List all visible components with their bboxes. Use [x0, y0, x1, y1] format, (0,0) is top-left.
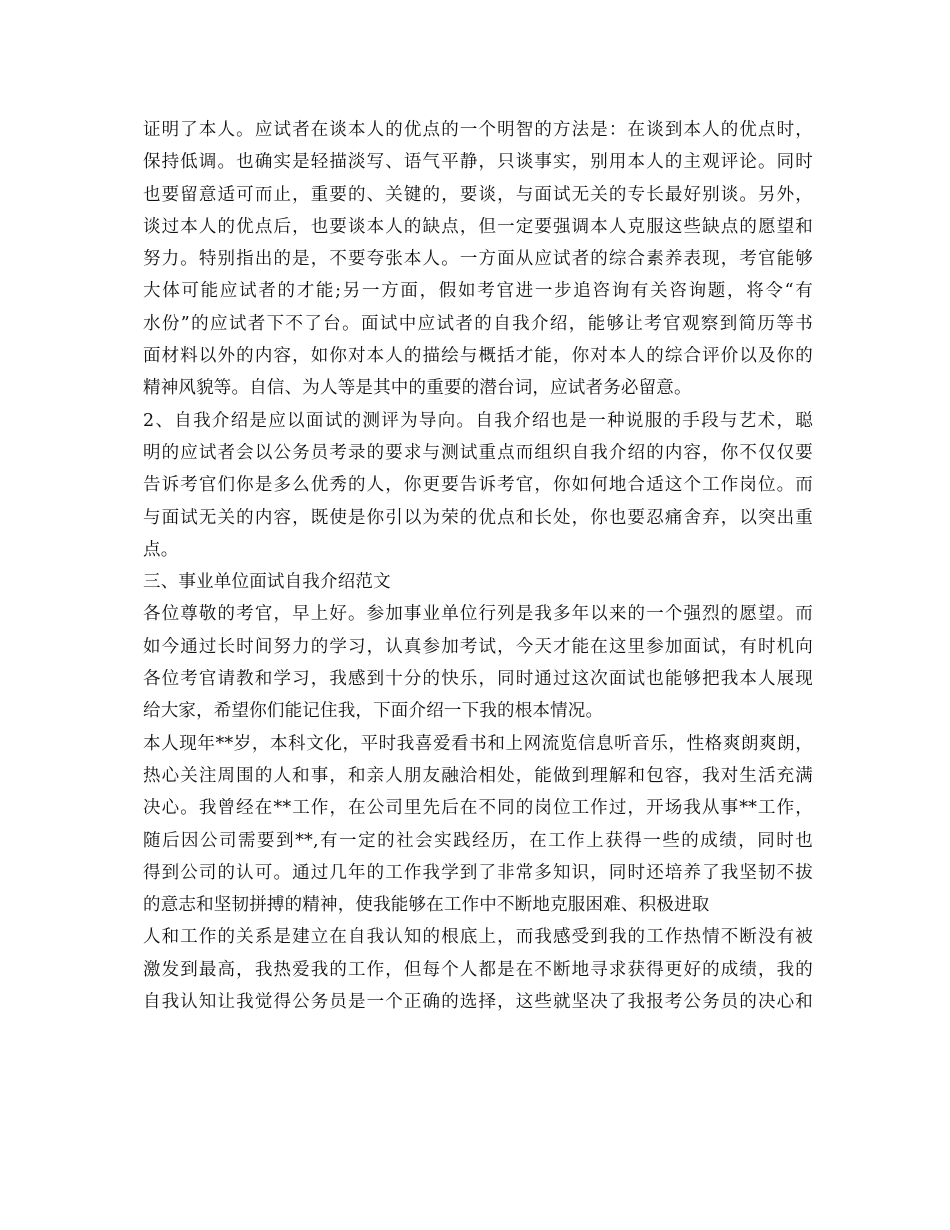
text-line: 水份”的应试者下不了台。面试中应试者的自我介绍，能够让考官观察到简历等书	[143, 313, 813, 334]
text-line: 人和工作的关系是建立在自我认知的根底上，而我感受到我的工作热情不断没有被	[143, 927, 813, 948]
text-line: 努力。特别指出的是，不要夸张本人。一方面从应试者的综合素养表现，考官能够	[143, 249, 813, 270]
text-line: 本人现年**岁，本科文化，平时我喜爱看书和上网流览信息听音乐，性格爽朗爽朗，	[143, 733, 813, 754]
text-line: 面材料以外的内容，如你对本人的描绘与概括才能，你对本人的综合评价以及你的	[143, 346, 813, 367]
text-line: 点。	[143, 539, 179, 560]
text-line: 决心。我曾经在**工作，在公司里先后在不同的岗位工作过，开场我从事**工作，	[143, 798, 813, 819]
text-line: 激发到最高，我热爱我的工作，但每个人都是在不断地寻求获得更好的成绩，我的	[143, 959, 813, 980]
text-line: 明的应试者会以公务员考录的要求与测试重点而组织自我介绍的内容，你不仅仅要	[143, 442, 813, 463]
text-line: 各位尊敬的考官，早上好。参加事业单位行列是我多年以来的一个强烈的愿望。而	[143, 604, 813, 625]
text-line: 随后因公司需要到**,有一定的社会实践经历，在工作上获得一些的成绩，同时也	[143, 830, 813, 851]
text-line: 三、事业单位面试自我介绍范文	[143, 572, 391, 593]
text-line: 给大家，希望你们能记住我，下面介绍一下我的根本情况。	[143, 701, 604, 722]
text-line: 精神风貌等。自信、为人等是其中的重要的潜台词，应试者务必留意。	[143, 378, 692, 399]
text-line: 保持低调。也确实是轻描淡写、语气平静，只谈事实，别用本人的主观评论。同时	[143, 152, 813, 173]
text-line: 与面试无关的内容，既使是你引以为荣的优点和长处，你也要忍痛舍弃，以突出重	[143, 507, 813, 528]
text-line: 告诉考官们你是多么优秀的人，你更要告诉考官，你如何地合适这个工作岗位。而	[143, 475, 813, 496]
text-line: 大体可能应试者的才能;另一方面，假如考官进一步追咨询有关咨询题，将令“有	[143, 281, 813, 302]
text-line: 也要留意适可而止，重要的、关键的，要谈，与面试无关的专长最好别谈。另外，	[143, 184, 813, 205]
text-line: 谈过本人的优点后，也要谈本人的缺点，但一定要强调本人克服这些缺点的愿望和	[143, 216, 813, 237]
document-body	[143, 114, 813, 1018]
text-line: 得到公司的认可。通过几年的工作我学到了非常多知识，同时还培养了我坚韧不拔	[143, 862, 813, 883]
text-line: 证明了本人。应试者在谈本人的优点的一个明智的方法是：在谈到本人的优点时，	[143, 120, 813, 140]
text-line: 2、自我介绍是应以面试的测评为导向。自我介绍也是一种说服的手段与艺术，聪	[143, 410, 813, 431]
text-line: 热心关注周围的人和事，和亲人朋友融洽相处，能做到理解和包容，我对生活充满	[143, 765, 813, 786]
text-line: 如今通过长时间努力的学习，认真参加考试，今天才能在这里参加面试，有时机向	[143, 636, 813, 657]
text-line: 各位考官请教和学习，我感到十分的快乐，同时通过这次面试也能够把我本人展现	[143, 669, 813, 690]
text-line: 自我认知让我觉得公务员是一个正确的选择，这些就坚决了我报考公务员的决心和	[143, 992, 813, 1013]
text-line: 的意志和坚韧拼搏的精神，使我能够在工作中不断地克服困难、积极进取	[143, 895, 710, 916]
